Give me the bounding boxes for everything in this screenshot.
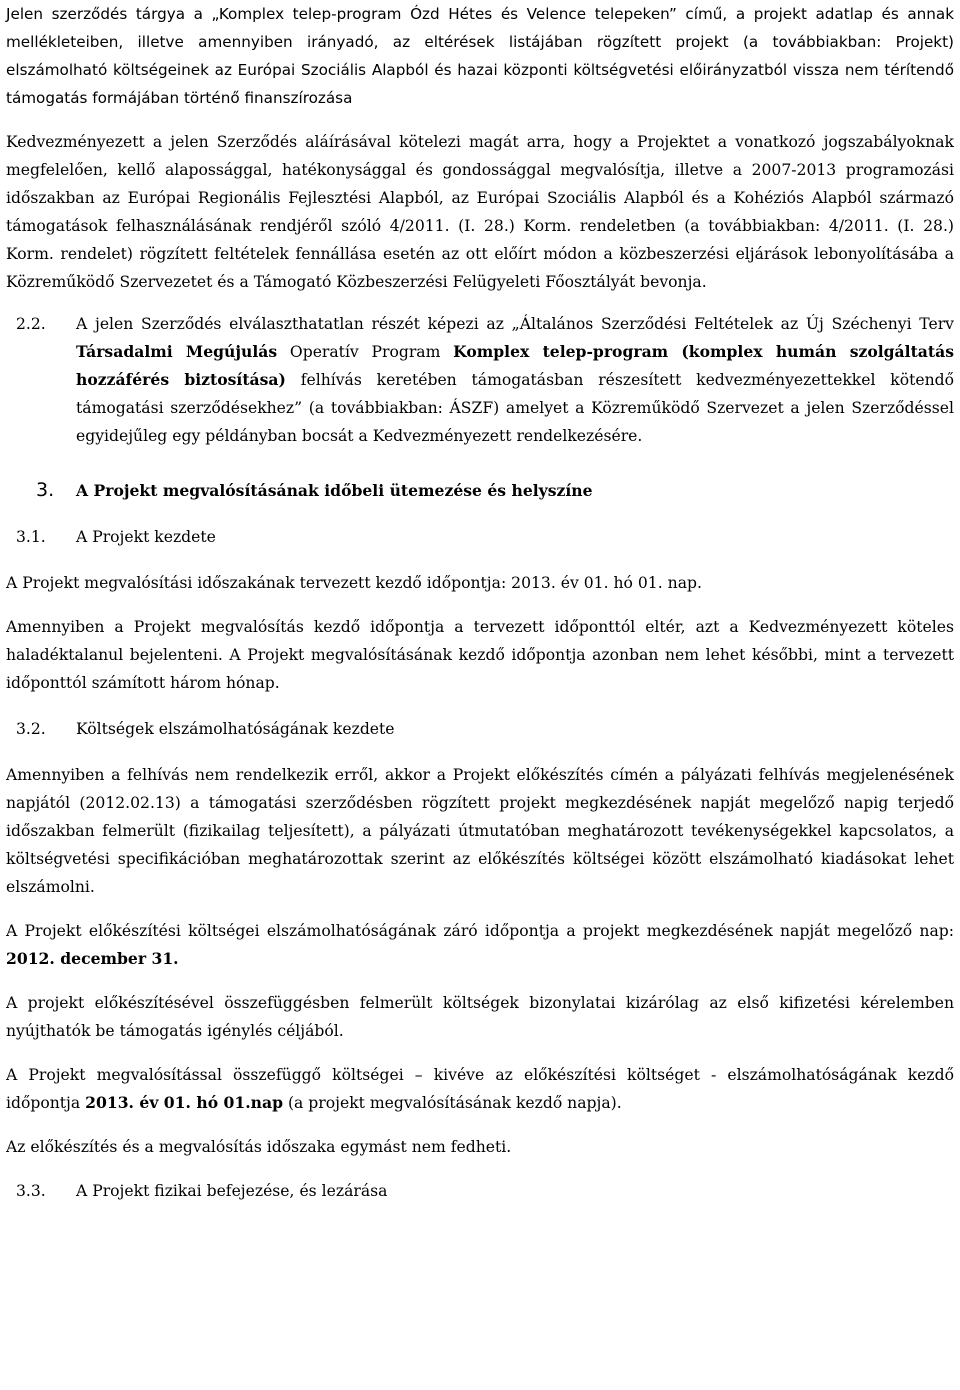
section-3-number: 3.: [36, 479, 55, 501]
section-3-1-para-2: Amennyiben a Projekt megvalósítás kezdő időpontja a tervezett időponttól eltér, azt a Kedvezményezett köteles haladéktalanul bejelenteni. A Projekt megvalósításának kezdő időpontja azonban nem lehet későbbi, mint a tervezett időponttól számított három hónap.: [6, 618, 954, 692]
section-3-2-para-4: [6, 1061, 954, 1117]
section-2-2-body: [76, 310, 954, 450]
section-3-2-para-2-text: A Projekt előkészítési költségei elszámolhatóságának záró időpontja a projekt megkezdésének napját megelőző nap:: [6, 922, 954, 940]
section-2-2-bold-2: Komplex telep-program (komplex humán szolgáltatás hozzáférés biztosítása): [76, 342, 954, 389]
section-3-2-para-1: Amennyiben a felhívás nem rendelkezik erről, akkor a Projekt előkészítés címén a pályázati felhívás megjelenésének napjától (2012.02.13) a támogatási szerződésben rögzített projekt megkezdésének napját megelőző napig terjedő időszakban felmerült (fizikailag teljesített), a pályázati útmutatóban meghatározott tevékenységekkel kapcsolatos, a költségvetési specifikációban meghatározottak szerint az előkészítés költségei között elszámolható kiadásokat lehet elszámolni.: [6, 766, 954, 896]
document-page: [6, 0, 954, 1205]
section-3-2-title: Költségek elszámolhatóságának kezdete: [76, 720, 395, 738]
section-3-3-title: A Projekt fizikai befejezése, és lezárása: [76, 1182, 388, 1200]
section-3-1-title: A Projekt kezdete: [76, 528, 216, 546]
section-3-1-number: 3.1.: [16, 528, 46, 546]
section-2-2: [6, 310, 954, 450]
section-3-2-para-2-date: 2012. december 31.: [6, 949, 179, 968]
section-3-2-number: 3.2.: [16, 720, 46, 738]
section-3-1-heading: [6, 523, 954, 551]
section-3-2-heading: [6, 715, 954, 743]
public-procurement-paragraph: Kedvezményezett a jelen Szerződés aláírásával kötelezi magát arra, hogy a Projektet a vonatkozó jogszabályoknak megfelelően, kellő alapossággal, hatékonysággal és gondossággal megvalósítja, illetve a 2007-2013 programozási időszakban az Európai Regionális Fejlesztési Alapból, az Európai Szociális Alapból és a Kohéziós Alapból származó támogatások felhasználásának rendjéről szóló 4/2011. (I. 28.) Korm. rendeletben (a továbbiakban: 4/2011. (I. 28.) Korm. rendelet) rögzített feltételek fennállása esetén az ott előírt módon a közbeszerzési eljárások lebonyolításába a Közreműködő Szervezetet és a Támogató Közbeszerzési Felügyeleti Főosztályát bevonja.: [6, 133, 954, 291]
section-3-2-para-4-text-2: (a projekt megvalósításának kezdő napja).: [283, 1094, 622, 1112]
section-2-2-text-2: Operatív Program: [277, 343, 454, 361]
section-2-2-number: 2.2.: [16, 315, 46, 333]
section-3-3-number: 3.3.: [16, 1182, 46, 1200]
section-3-1-para-1: A Projekt megvalósítási időszakának tervezett kezdő időpontja: 2013. év 01. hó 01. nap.: [6, 574, 702, 592]
section-3-2-para-2: [6, 917, 954, 973]
section-3-3-heading: [6, 1177, 954, 1205]
section-2-2-text-1: A jelen Szerződés elválaszthatatlan részét képezi az „Általános Szerződési Feltételek az Új Széchenyi Terv: [76, 315, 954, 333]
section-3-2-para-4-date: 2013. év 01. hó 01.nap: [85, 1093, 284, 1112]
section-2-2-text-3: felhívás keretében támogatásban részesített kedvezményezettekkel kötendő támogatási szerződésekhez” (a továbbiakban: ÁSZF) amelyet a Közreműködő Szervezet a jelen Szerződéssel egyidejűleg egy példányban bocsát a Kedvezményezett rendelkezésére.: [76, 371, 954, 445]
section-3-title: A Projekt megvalósításának időbeli ütemezése és helyszíne: [76, 481, 593, 500]
section-2-2-bold-1: Társadalmi Megújulás: [76, 342, 278, 361]
section-3-2-para-4-text-1: A Projekt megvalósítással összefüggő költségei – kivéve az előkészítési költséget - elszámolhatóságának kezdő időpontja: [6, 1066, 954, 1112]
intro-paragraph: Jelen szerződés tárgya a „Komplex telep-program Ózd Hétes és Velence telepeken” című, a projekt adatlap és annak mellékleteiben, illetve amennyiben irányadó, az eltérések listájában rögzített projekt (a továbbiakban: Projekt) elszámolható költségeinek az Európai Szociális Alapból és hazai központi költségvetési előirányzatból vissza nem térítendő támogatás formájában történő finanszírozása: [6, 5, 954, 107]
section-3-2-para-3: A projekt előkészítésével összefüggésben felmerült költségek bizonylatai kizárólag az első kifizetési kérelemben nyújthatók be támogatás igénylés céljából.: [6, 994, 954, 1040]
section-3-heading: [6, 476, 954, 505]
section-3-2-para-5: Az előkészítés és a megvalósítás időszaka egymást nem fedheti.: [6, 1138, 512, 1156]
